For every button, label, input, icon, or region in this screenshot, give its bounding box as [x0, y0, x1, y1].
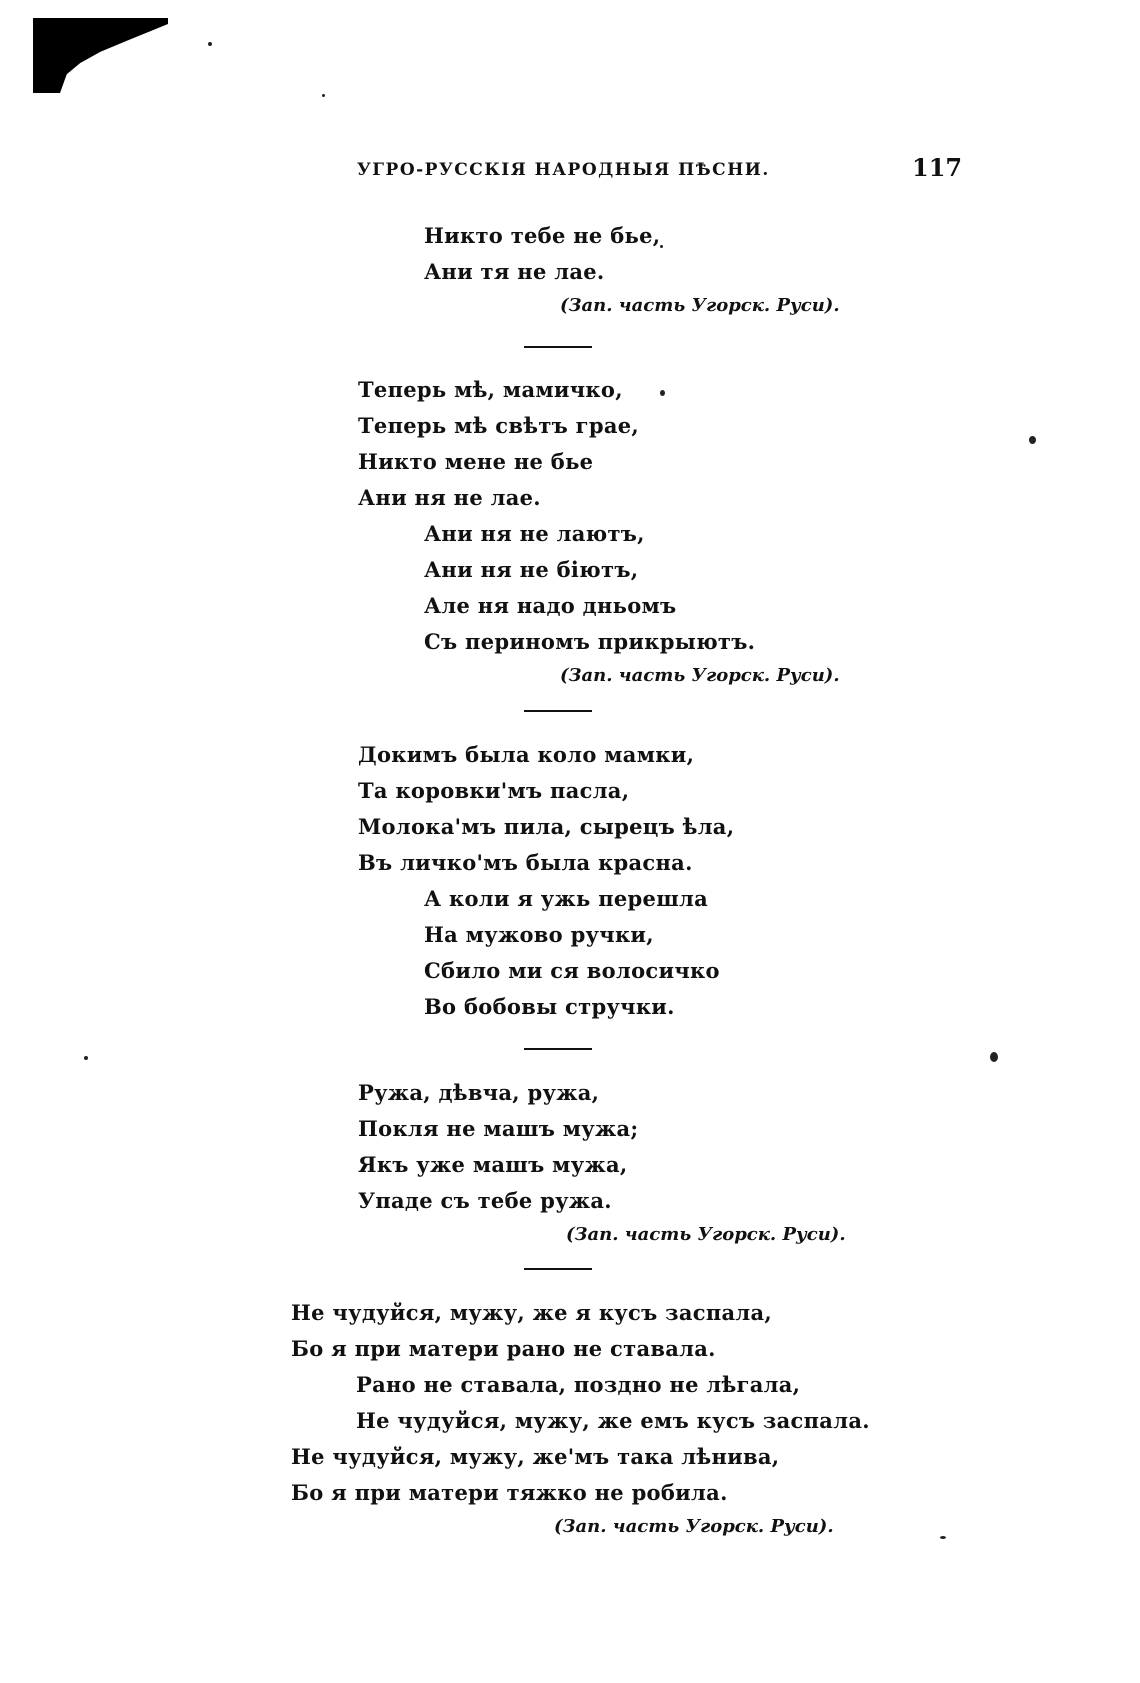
scan-speck	[990, 1052, 998, 1062]
poem-line: На мужово ручки,	[424, 922, 654, 947]
section-divider	[524, 1048, 592, 1050]
poem-line: Сбило ми ся волосичко	[424, 958, 720, 983]
section-divider	[524, 710, 592, 712]
poem-line: Никто тебе не бье,	[424, 223, 661, 248]
poem-line: Во бобовы стручки.	[424, 994, 675, 1019]
poem-line: Покля не машъ мужа;	[358, 1116, 639, 1141]
section-divider	[524, 346, 592, 348]
source-citation: (Зап. часть Угорск. Руси).	[566, 1224, 846, 1245]
poem-line: Бо я при матери тяжко не робила.	[291, 1480, 728, 1505]
poem-line: Теперь мѣ, мамичко,	[358, 377, 623, 402]
scan-artifact-mark	[33, 18, 168, 93]
poem-line: Упаде съ тебе ружа.	[358, 1188, 612, 1213]
source-citation: (Зап. часть Угорск. Руси).	[560, 295, 840, 316]
poem-line: Ани ня не лае.	[358, 485, 541, 510]
poem-line: Въ личко'мъ была красна.	[358, 850, 693, 875]
poem-line: Теперь мѣ свѣтъ грае,	[358, 413, 639, 438]
poem-line: Никто мене не бье	[358, 449, 594, 474]
poem-line: Якъ уже машъ мужа,	[358, 1152, 628, 1177]
poem-line: Съ периномъ прикрыютъ.	[424, 629, 756, 654]
running-title: УГРО-РУССКІЯ НАРОДНЫЯ ПѢСНИ.	[357, 160, 770, 180]
scan-speck	[1029, 436, 1036, 444]
poem-line: Докимъ была коло мамки,	[358, 742, 695, 767]
source-citation: (Зап. часть Угорск. Руси).	[560, 665, 840, 686]
scan-speck	[940, 1536, 946, 1539]
poem-line: Ани ня не лаютъ,	[424, 521, 645, 546]
source-citation: (Зап. часть Угорск. Руси).	[554, 1516, 834, 1537]
section-divider	[524, 1268, 592, 1270]
poem-line: Не чудуйся, мужу, же'мъ така лѣнива,	[291, 1444, 780, 1469]
poem-line: Бо я при матери рано не ставала.	[291, 1336, 716, 1361]
scan-speck	[660, 245, 663, 248]
scan-speck	[322, 94, 325, 97]
poem-line: А коли я ужь перешла	[424, 886, 709, 911]
poem-line: Ружа, дѣвча, ружа,	[358, 1080, 600, 1105]
poem-line: Не чудуйся, мужу, же емъ кусъ заспала.	[356, 1408, 870, 1433]
poem-line: Ани тя не лае.	[424, 259, 605, 284]
scan-speck	[660, 390, 665, 396]
scan-speck	[84, 1056, 88, 1060]
poem-line: Ани ня не біютъ,	[424, 557, 639, 582]
scan-speck	[208, 42, 212, 46]
poem-line: Молока'мъ пила, сырецъ ѣла,	[358, 814, 735, 839]
poem-line: Але ня надо дньомъ	[424, 593, 677, 618]
page-number: 117	[912, 153, 963, 182]
poem-line: Не чудуйся, мужу, же я кусъ заспала,	[291, 1300, 773, 1325]
poem-line: Та коровки'мъ пасла,	[358, 778, 630, 803]
poem-line: Рано не ставала, поздно не лѣгала,	[356, 1372, 801, 1397]
